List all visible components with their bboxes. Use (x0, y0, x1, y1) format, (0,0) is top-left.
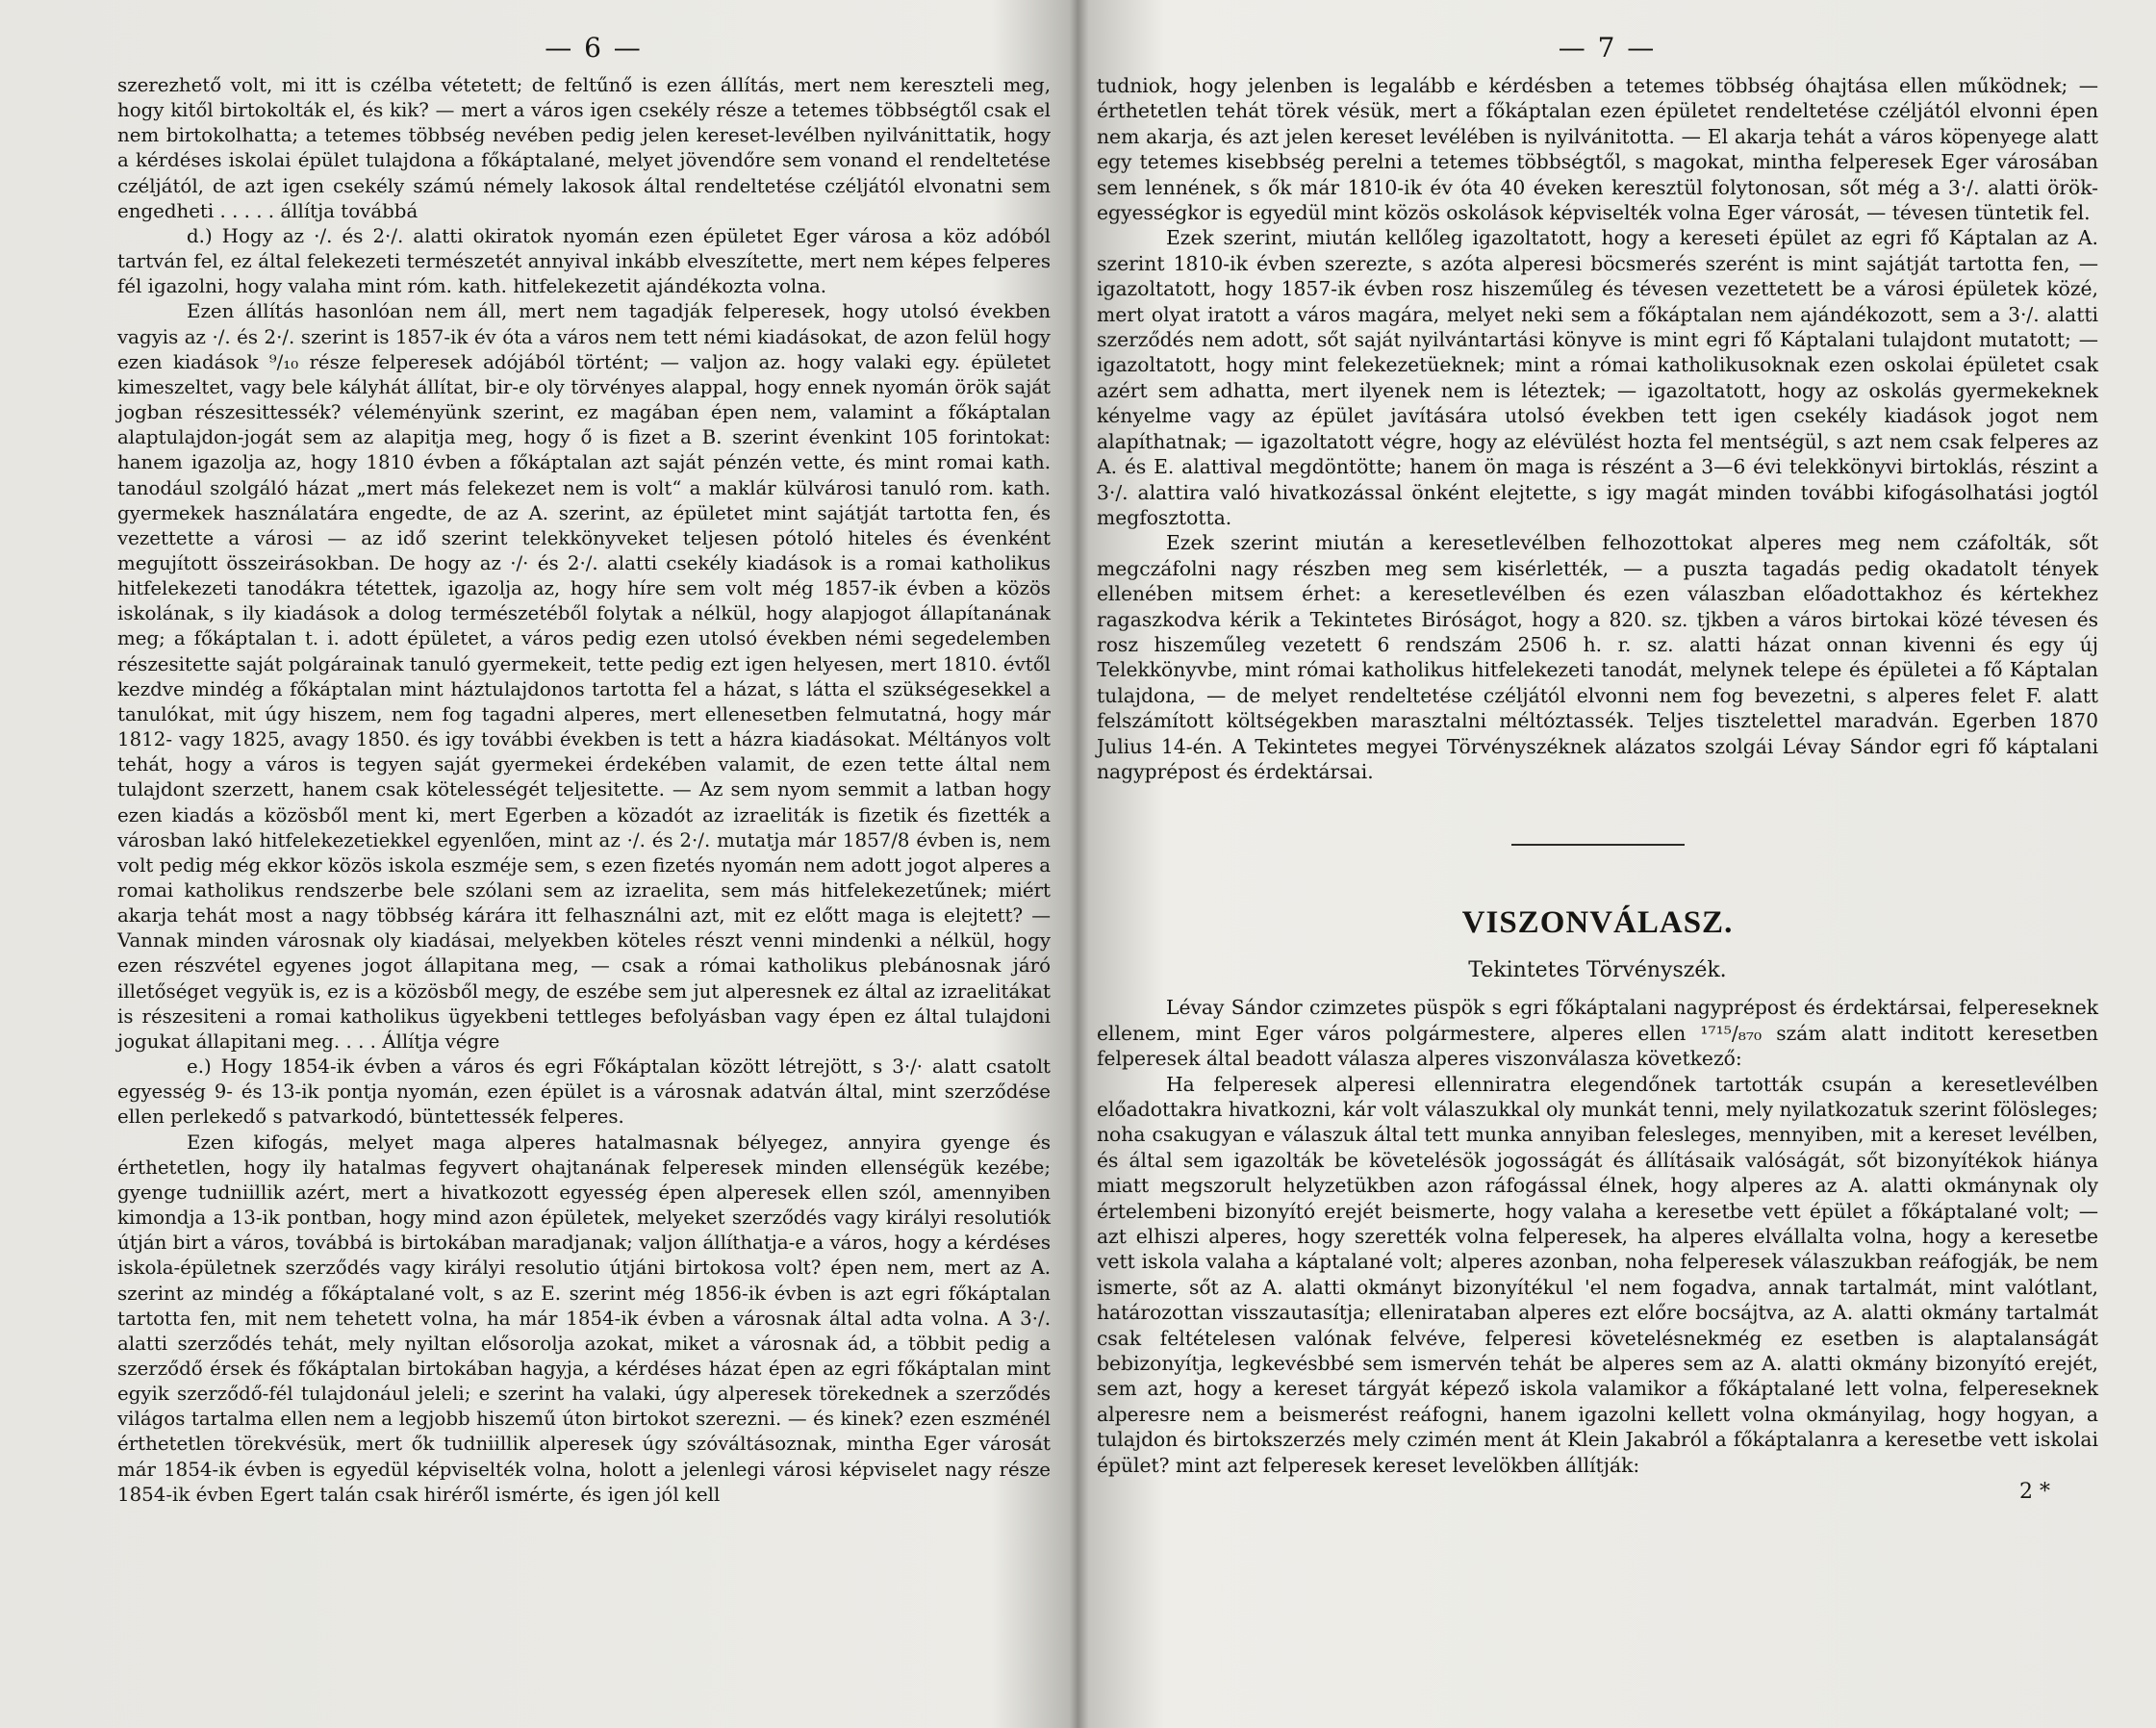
section-divider (1511, 844, 1685, 846)
left-page (0, 0, 1068, 1728)
right-page (1078, 0, 2156, 1728)
signature-mark: 2 * (2019, 1480, 2050, 1505)
paragraph: e.) Hogy 1854-ik évben a város és egri Főkáptalan között létrejött, s 3·/· alatt csatolt egyesség 9- és 13-ik pontja nyomán, ezen épület is a városnak adatván által, mint szerződése ellen perlekedő s patvarkodó, büntettessék felperes. (117, 1055, 1051, 1129)
page-number: — 6 — (545, 32, 643, 64)
left-page-text (117, 73, 1051, 1508)
paragraph: Ezen kifogás, melyet maga alperes hatalmasnak bélyegez, annyira gyenge és érthetetlen, hogy ily hatalmas fegyvert ohajtanának felperesek minden ellenségük kezébe; gyenge tudniillik azért, mert a hivatkozott egyesség épen alperesek ellen szól, amennyiben kimondja a 13-ik pontban, hogy mind azon épületek, melyeket szerződés vagy királyi resolutiók útján birt a város, továbbá is birtokában maradjanak; valjon állíthatja-e a város, hogy a kérdéses iskola-épületnek szerződés vagy királyi resolutio útjáni birtokosa volt? épen nem, mert az A. szerint az mindég a főkáptalané volt, s az E. szerint még 1856-ik évben is azt egri főkáptalan tartotta fen, mit nem tehetett volna, ha már 1854-ik évben a városnak által adta volna. A 3·/. alatti szerződés tehát, mely nyiltan elősorolja azokat, miket a városnak ád, a többit pedig a szerződő érsek és főkáptalan birtokában hagyja, a kérdéses házat épen az egri főkáptalan mint egyik szerződő-fél tulajdonául jeleli; e szerint ha valaki, úgy alperesek törekednek a szerződés világos tartalma ellen nem a legjobb hiszemű úton birtokot szerezni. — és kinek? ezen eszménél érthetetlen törekvésük, mert ők tudniillik alperesek úgy szóváltásoznak, mintha Eger városát már 1854-ik évben is egyedül képviselték volna, holott a jelenlegi városi képviselet nagy része 1854-ik évben Egert talán csak hiréről ismérte, és igen jól kell (117, 1131, 1051, 1506)
viszonvalasz-text (1097, 995, 2098, 1478)
paragraph: tudniok, hogy jelenben is legalább e kérdésben a tetemes többség óhajtása ellen működnek; — érthetetlen tehát törek vésük, mert a főkáptalan ezen épületet rendeltetése czéljától elvonni épen nem akarja, és azt jelen kereset levélében is nyilvánitotta. — El akarja tehát a város köpenyege alatt egy tetemes kisebbség perelni a tetemes többségtől, s magokat, mintha felperesek Eger városában sem lennének, s ők már 1810-ik év óta 40 éveken keresztül folytonosan, sőt még a 3·/. alatti örök-egyességkor is egyedül mint közös oskolások képviselték volna Eger városát, — tévesen tüntetik fel. (1097, 74, 2098, 225)
paragraph: Lévay Sándor czimzetes püspök s egri főkáptalani nagyprépost és érdektársai, felpereseknek ellenem, mint Eger város polgármestere, alperes ellen ¹⁷¹⁵/₈₇₀ szám alatt inditott keresetben felperesek által beadott válasza alperes viszonválasza következő: (1097, 996, 2098, 1071)
right-page-text (1097, 73, 2098, 784)
paragraph: Ezen állítás hasonlóan nem áll, mert nem tagadják felperesek, hogy utolsó években vagyis az ·/. és 2·/. szerint is 1857-ik év óta a város nem tett némi kiadásokat, de azon felül hogy ezen kiadások ⁹/₁₀ része felperesek adójából történt; — valjon az. hogy valaki egy. épületet kimeszeltet, vagy bele kályhát állítat, bir-e oly törvényes alappal, hogy ennek nyomán örök saját jogban részesittessék? véleményünk szerint, ez magában épen nem, valamint a főkáptalan alaptulajdon-jogát sem az alapitja meg, hogy ő is fizet a B. szerint évenkint 105 forintokat: hanem igazolja az, hogy 1810 évben a főkáptalan azt saját pénzén vette, és mint romai kath. tanodául szolgáló házat „mert más felekezet nem is volt“ a maklár külvárosi tanuló rom. kath. gyermekek használatára engedte, de az A. szerint, az épületet mint sajátját tartotta fen, és vezettette a városi — az idő szerint telekkönyveket teljesen pótoló hiteles és évenként megujított összeirásokban. De hogy az ·/· és 2·/. alatti csekély kiadások is a romai katholikus hitfelekezeti tanodákra tétettek, igazolja az, hogy híre sem volt még 1857-ik évben a közös iskolának, s ily kiadások a dolog természetéből folytak a nélkül, hogy alapjogot állapítanának meg; a főkáptalan t. i. adott épületet, a város pedig ezen utolsó években némi segedelemben részesitette saját polgárainak tanuló gyermekeit, tette pedig ezt igen helyesen, mert 1810. évtől kezdve mindég a főkáptalan mint háztulajdonos tartotta fel a házat, s látta el szükségesekkel a tanulókat, mit úgy hiszem, nem fog tagadni alperes, mert ellenesetben felmutatná, hogy már 1812- vagy 1825, avagy 1850. és igy további években is tett a házra kiadásokat. Méltányos volt tehát, hogy a város is tegyen saját gyermekei érdekében valamit, de ezen tette által nem tulajdont szerzett, hanem csak kötelességét teljesitette. — Az sem nyom semmit a latban hogy ezen kiadás a közösből ment ki, mert Egerben a közadót az izraeliták is fizetik és fizették a városban lakó hitfelekezetiekkel egyenlően, mint az ·/. és 2·/. mutatja már 1857/8 évben is, nem volt pedig még ekkor közös iskola eszméje sem, s ezen fizetés nyomán nem adott jogot alperes a romai katholikus rendszerbe bele szólani sem az izraelita, sem más hitfelekezetűnek; miért akarja tehát most a nagy többség kárára itt felhasználni azt, mit ez előtt maga is elejtett? — Vannak minden városnak oly kiadásai, melyekben köteles részt venni mindenki a nélkül, hogy ezen részvétel egyenes jogot állapitana meg, — csak a római katholikus plebánosnak járó illetőséget vegyük is, ez is a közösből megy, de eszébe sem jut alperesnek ez által az izraelitákat is részesiteni a romai katholikus ügyekbeni tettleges befolyásban vagy épen ez által tulajdoni jogukat állapitani meg. . . . Állítja végre (117, 300, 1051, 1053)
paragraph: Ezek szerint miután a keresetlevélben felhozottokat alperes meg nem czáfolták, sőt megczáfolni nagy részben meg sem kisérlették, — a puszta tagadás pedig okadatolt tények ellenében mitsem érhet: a keresetlevélben és ezen válaszban előadottakhoz és kértekhez ragaszkodva kérik a Tekintetes Biróságot, hogy a 820. sz. tjkben a város birtokai közé tévesen és rosz hiszeműleg vezetett 6 rendszám 2506 h. r. sz. alatti házat onnan kivenni és egy új Telekkönyvbe, mint római katholikus hitfelekezeti tanodát, melynek telepe és épületei a fő Káptalan tulajdona, — de melyet rendeltetése czéljától elvonni nem fog bevezetni, s alperes felet F. alatt felszámított költségekben marasztalni méltóztassék. Teljes tisztelettel maradván. Egerben 1870 Julius 14-én. A Tekintetes megyei Törvényszéknek alázatos szolgái Lévay Sándor egri fő káptalani nagyprépost és érdektársai. (1097, 531, 2098, 783)
salutation: Tekintetes Törvényszék. (1468, 958, 1727, 983)
paragraph: d.) Hogy az ·/. és 2·/. alatti okiratok nyomán ezen épületet Eger városa a köz adóból tartván fel, ez által felekezeti természetét annyival inkább elveszítette, mert nem képes felperes fél igazolni, hogy valaha mint róm. kath. hitfelekezetit ajándékozta volna. (117, 224, 1051, 298)
paragraph: Ezek szerint, miután kellőleg igazoltatott, hogy a kereseti épület az egri fő Káptalan az A. szerint 1810-ik évben szerezte, s azóta alperesi böcsmerés szerént is mint sajátját tartotta fen, — igazoltatott, hogy 1857-ik évben rosz hiszeműleg és tévesen vezettetett be a városi épületek közé, mert olyat iratott a város magára, melyet neki sem a főkáptalan nem ajándékozott, sem a 3·/. alatti szerződés nem adott, sőt saját nyilvántartási könyve is mint egri fő Káptalani tulajdont mutatott; — igazoltatott, hogy mint felekezetüeknek; mint a római katholikusoknak ezen oskolai épületet csak azért sem adhatta, mert ilyenek nem is léteztek; — igazoltatott, hogy az oskolás gyermekeknek kényelme vagy az épület javítására utolsó években tett igen csekély kiadások jogot nem alapíthatnak; — igazoltatott végre, hogy az elévülést hozta fel mentségül, s azt nem csak felperes az A. és E. alattival megdöntötte; hanem ön maga is részént a 3—6 évi telekkönyvi birtoklás, részint a 3·/. alattira való hivatkozással önként elejtette, s igy magát minden további kifogásolhatási jogtól megfosztotta. (1097, 226, 2098, 529)
section-heading: VISZONVÁLASZ. (1461, 905, 1734, 941)
paragraph: szerezhető volt, mi itt is czélba vétetett; de feltűnő is ezen állítás, mert nem kereszteli meg, hogy kitől birtokolták el, és kik? — mert a város igen csekély része a tetemes többségtől csak el nem birtokolhatta; a tetemes többség nevében pedig jelen kereset-levélben nyilvánittatik, hogy a kérdéses iskolai épület tulajdona a főkáptalané, melyet jövendőre sem vonand el rendeltetése czéljától, de azt igen csekély számú némely lakosok által rendeltetése czéljától elvonatni sem engedheti . . . . . állítja továbbá (117, 74, 1051, 222)
page-number: — 7 — (1558, 32, 1657, 64)
paragraph: Ha felperesek alperesi ellenniratra elegendőnek tartották csupán a keresetlevélben előadottakra hivatkozni, kár volt válaszukkal oly munkát tenni, mely nyilatkozatuk szerint fölösleges; noha csakugyan e válaszuk által tett munka annyiban felesleges, mennyiben, mit a kereset levélben, és által sem igazolták be követelésök jogosságát és állításaik valóságát, sőt bizonyítékok hiánya miatt megszorult helyzetükben azon ráfogással élnek, hogy alperes az A. alatti okmánynak oly értelembeni bizonyító erejét beismerte, hogy valaha a keresetbe vett épület a főkáptalané volt; — azt elhiszi alperes, hogy szerették volna felperesek, ha alperes elvállalta volna, hogy a keresetbe vett iskola valaha a káptalané volt; alperes azonban, noha felperesek válaszukban reáfogják, be nem ismerte, sőt az A. alatti okmányt bizonyítékul 'el nem fogadva, annak tartalmát, mint valótlant, határozottan visszautasítja; ellenirataban alperes ezt előre bocsájtva, az A. alatti okmány tartalmát csak feltételesen valónak felvéve, felperesi követelésnekmég ez esetben is alaptalanságát bebizonyítja, legkevésbbé sem ismervén tehát be alperes sem az A. alatti okmány bizonyító erejét, sem azt, hogy a kereset tárgyát képező iskola valamikor a főkáptalané lett volna, felpereseknek alperesre nem a beismerést reáfogni, hanem igazolni kellett volna okmányilag, hogy hogyan, a tulajdon és birtokszerzés mely czimén ment át Klein Jakabról a főkáptalanra a keresetbe vett iskolai épület? mint azt felperesek kereset levelökben állítják: (1097, 1072, 2098, 1477)
